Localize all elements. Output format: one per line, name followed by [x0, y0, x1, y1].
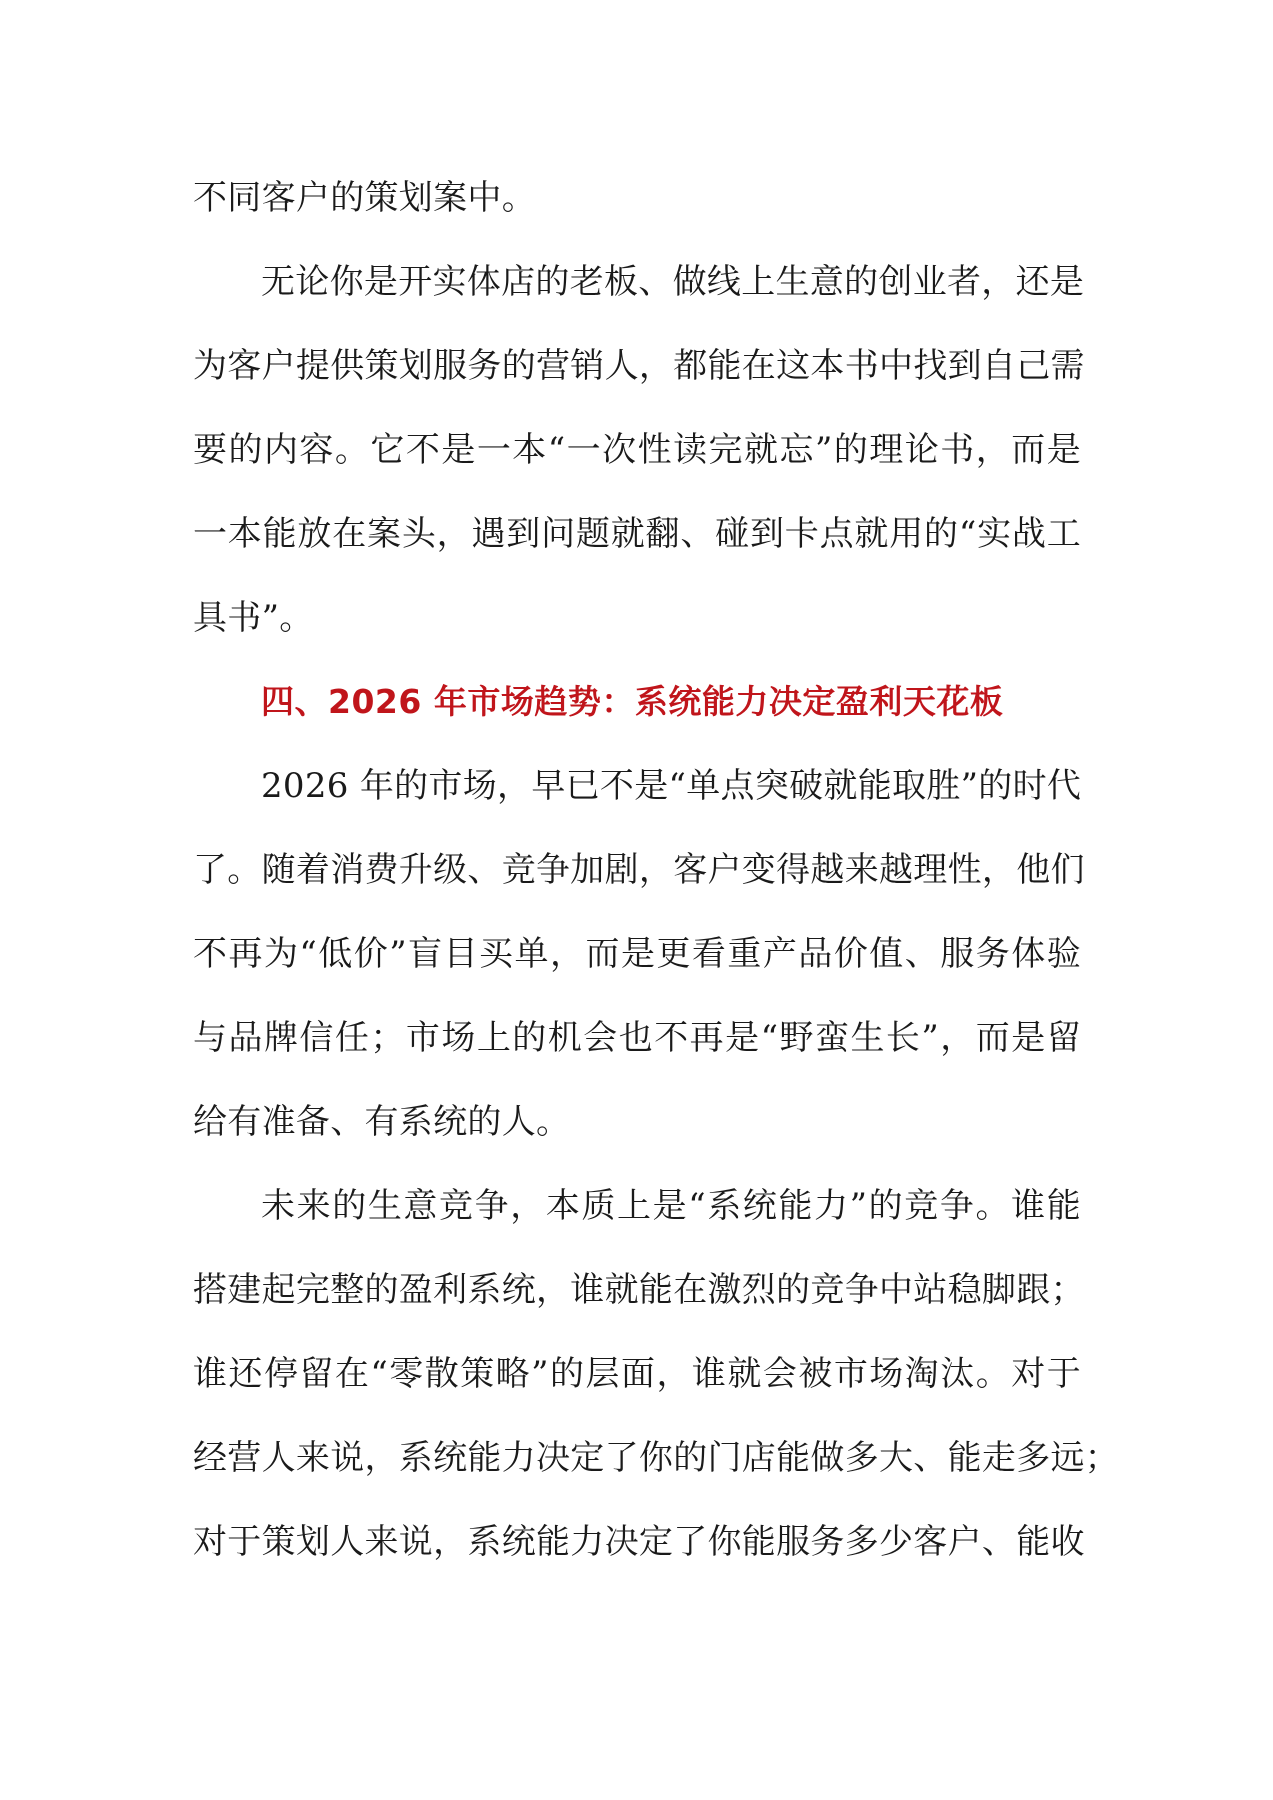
- paragraph-line: 未来的生意竞争，本质上是“系统能力”的竞争。谁能: [261, 1186, 1081, 1226]
- paragraph-line: 与品牌信任；市场上的机会也不再是“野蛮生长”，而是留: [193, 1018, 1081, 1058]
- paragraph-line: 搭建起完整的盈利系统，谁就能在激烈的竞争中站稳脚跟；: [193, 1270, 1085, 1310]
- paragraph-line: 谁还停留在“零散策略”的层面，谁就会被市场淘汰。对于: [193, 1354, 1081, 1394]
- paragraph-line: 经营人来说，系统能力决定了你的门店能做多大、能走多远；: [193, 1438, 1120, 1478]
- paragraph-line: 对于策划人来说，系统能力决定了你能服务多少客户、能收: [193, 1522, 1085, 1562]
- paragraph-line: 了。随着消费升级、竞争加剧，客户变得越来越理性，他们: [193, 850, 1085, 890]
- section-heading: 四、2026 年市场趋势：系统能力决定盈利天花板: [261, 682, 1004, 721]
- paragraph-line: 为客户提供策划服务的营销人，都能在这本书中找到自己需: [193, 346, 1085, 386]
- paragraph-line: 要的内容。它不是一本“一次性读完就忘”的理论书，而是: [193, 430, 1081, 470]
- paragraph-line: 不同客户的策划案中。: [193, 178, 536, 218]
- paragraph-line: 不再为“低价”盲目买单，而是更看重产品价值、服务体验: [193, 934, 1081, 974]
- paragraph-line: 具书”。: [193, 598, 314, 638]
- paragraph-line: 无论你是开实体店的老板、做线上生意的创业者，还是: [261, 262, 1085, 302]
- paragraph-line: 2026 年的市场，早已不是“单点突破就能取胜”的时代: [261, 766, 1082, 806]
- paragraph-line: 给有准备、有系统的人。: [193, 1102, 571, 1142]
- paragraph-line: 一本能放在案头，遇到问题就翻、碰到卡点就用的“实战工: [193, 514, 1081, 554]
